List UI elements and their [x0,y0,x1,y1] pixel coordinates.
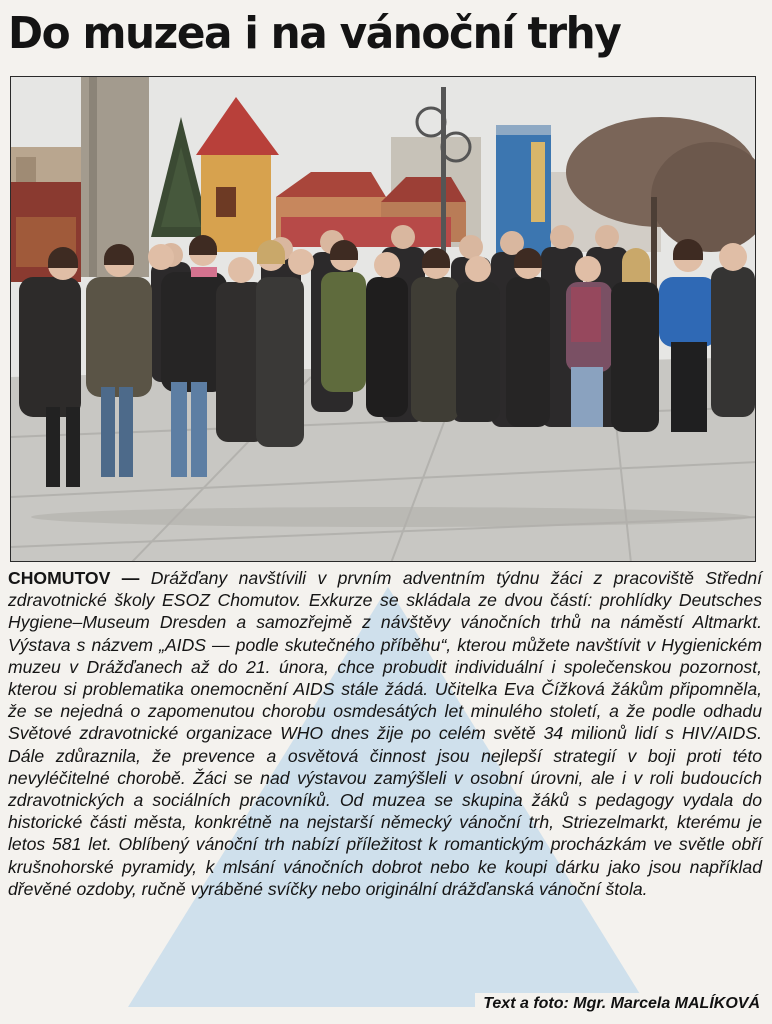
photo-credit: Text a foto: Mgr. Marcela MALÍKOVÁ [475,993,760,1015]
headline: Do muzea i na vánoční trhy [8,8,621,59]
group-photo [10,76,756,562]
article-body [8,567,762,1007]
article-dateline: CHOMUTOV — [8,568,140,588]
article-text: Drážďany navštívili v prvním adventním týdnu žáci z pracoviště Střední zdravotnické školy ESOZ Chomutov. Exkurze se skládala ze dvou částí: prohlídky Deutsches Hygiene–Museum Dresden a samozřejmě z návštěvy vánočních trhů na náměstí Altmarkt. Výstava s názvem „AIDS — podle skutečného příběhu“, kterou můžete navštívit v Hygienickém muzeu v Drážďanech až do 21. února, chce probudit individuální i společenskou pozornost, kterou si problematika onemocnění AIDS stále žádá. Učitelka Eva Čížková žákům připomněla, že se nejedná o zapomenutou chorobu osmdesátých let minulého století, a že podle odhadu Světové zdravotnické organizace WHO dnes žije po celém světě 34 milionů lidí s HIV/AIDS. Dále zdůraznila, že prevence a osvětová činnost jsou nejlepší strategií v boji proti této nevyléčitelné chorobě. Žáci se nad výstavou zamýšleli v osobní úrovni, ale i v roli budoucích zdravotnických a sociálních pracovníků. Od muzea se skupina žáků s pedagogy vydala do historické části města, konkrétně na nejstarší německý vánoční trh, Striezelmarkt, kterému je letos 581 let. Oblíbený vánoční trh nabízí příležitost k romantickým procházkám ve světle obří krušnohorské pyramidy, k mlsání vánočních dobrot nebo ke koupi dárku jako jsou například dřevěné ozdoby, ručně vyráběné svíčky nebo originální drážďanská vánoční štola. [8,568,763,899]
group-photo-image [11,77,756,562]
